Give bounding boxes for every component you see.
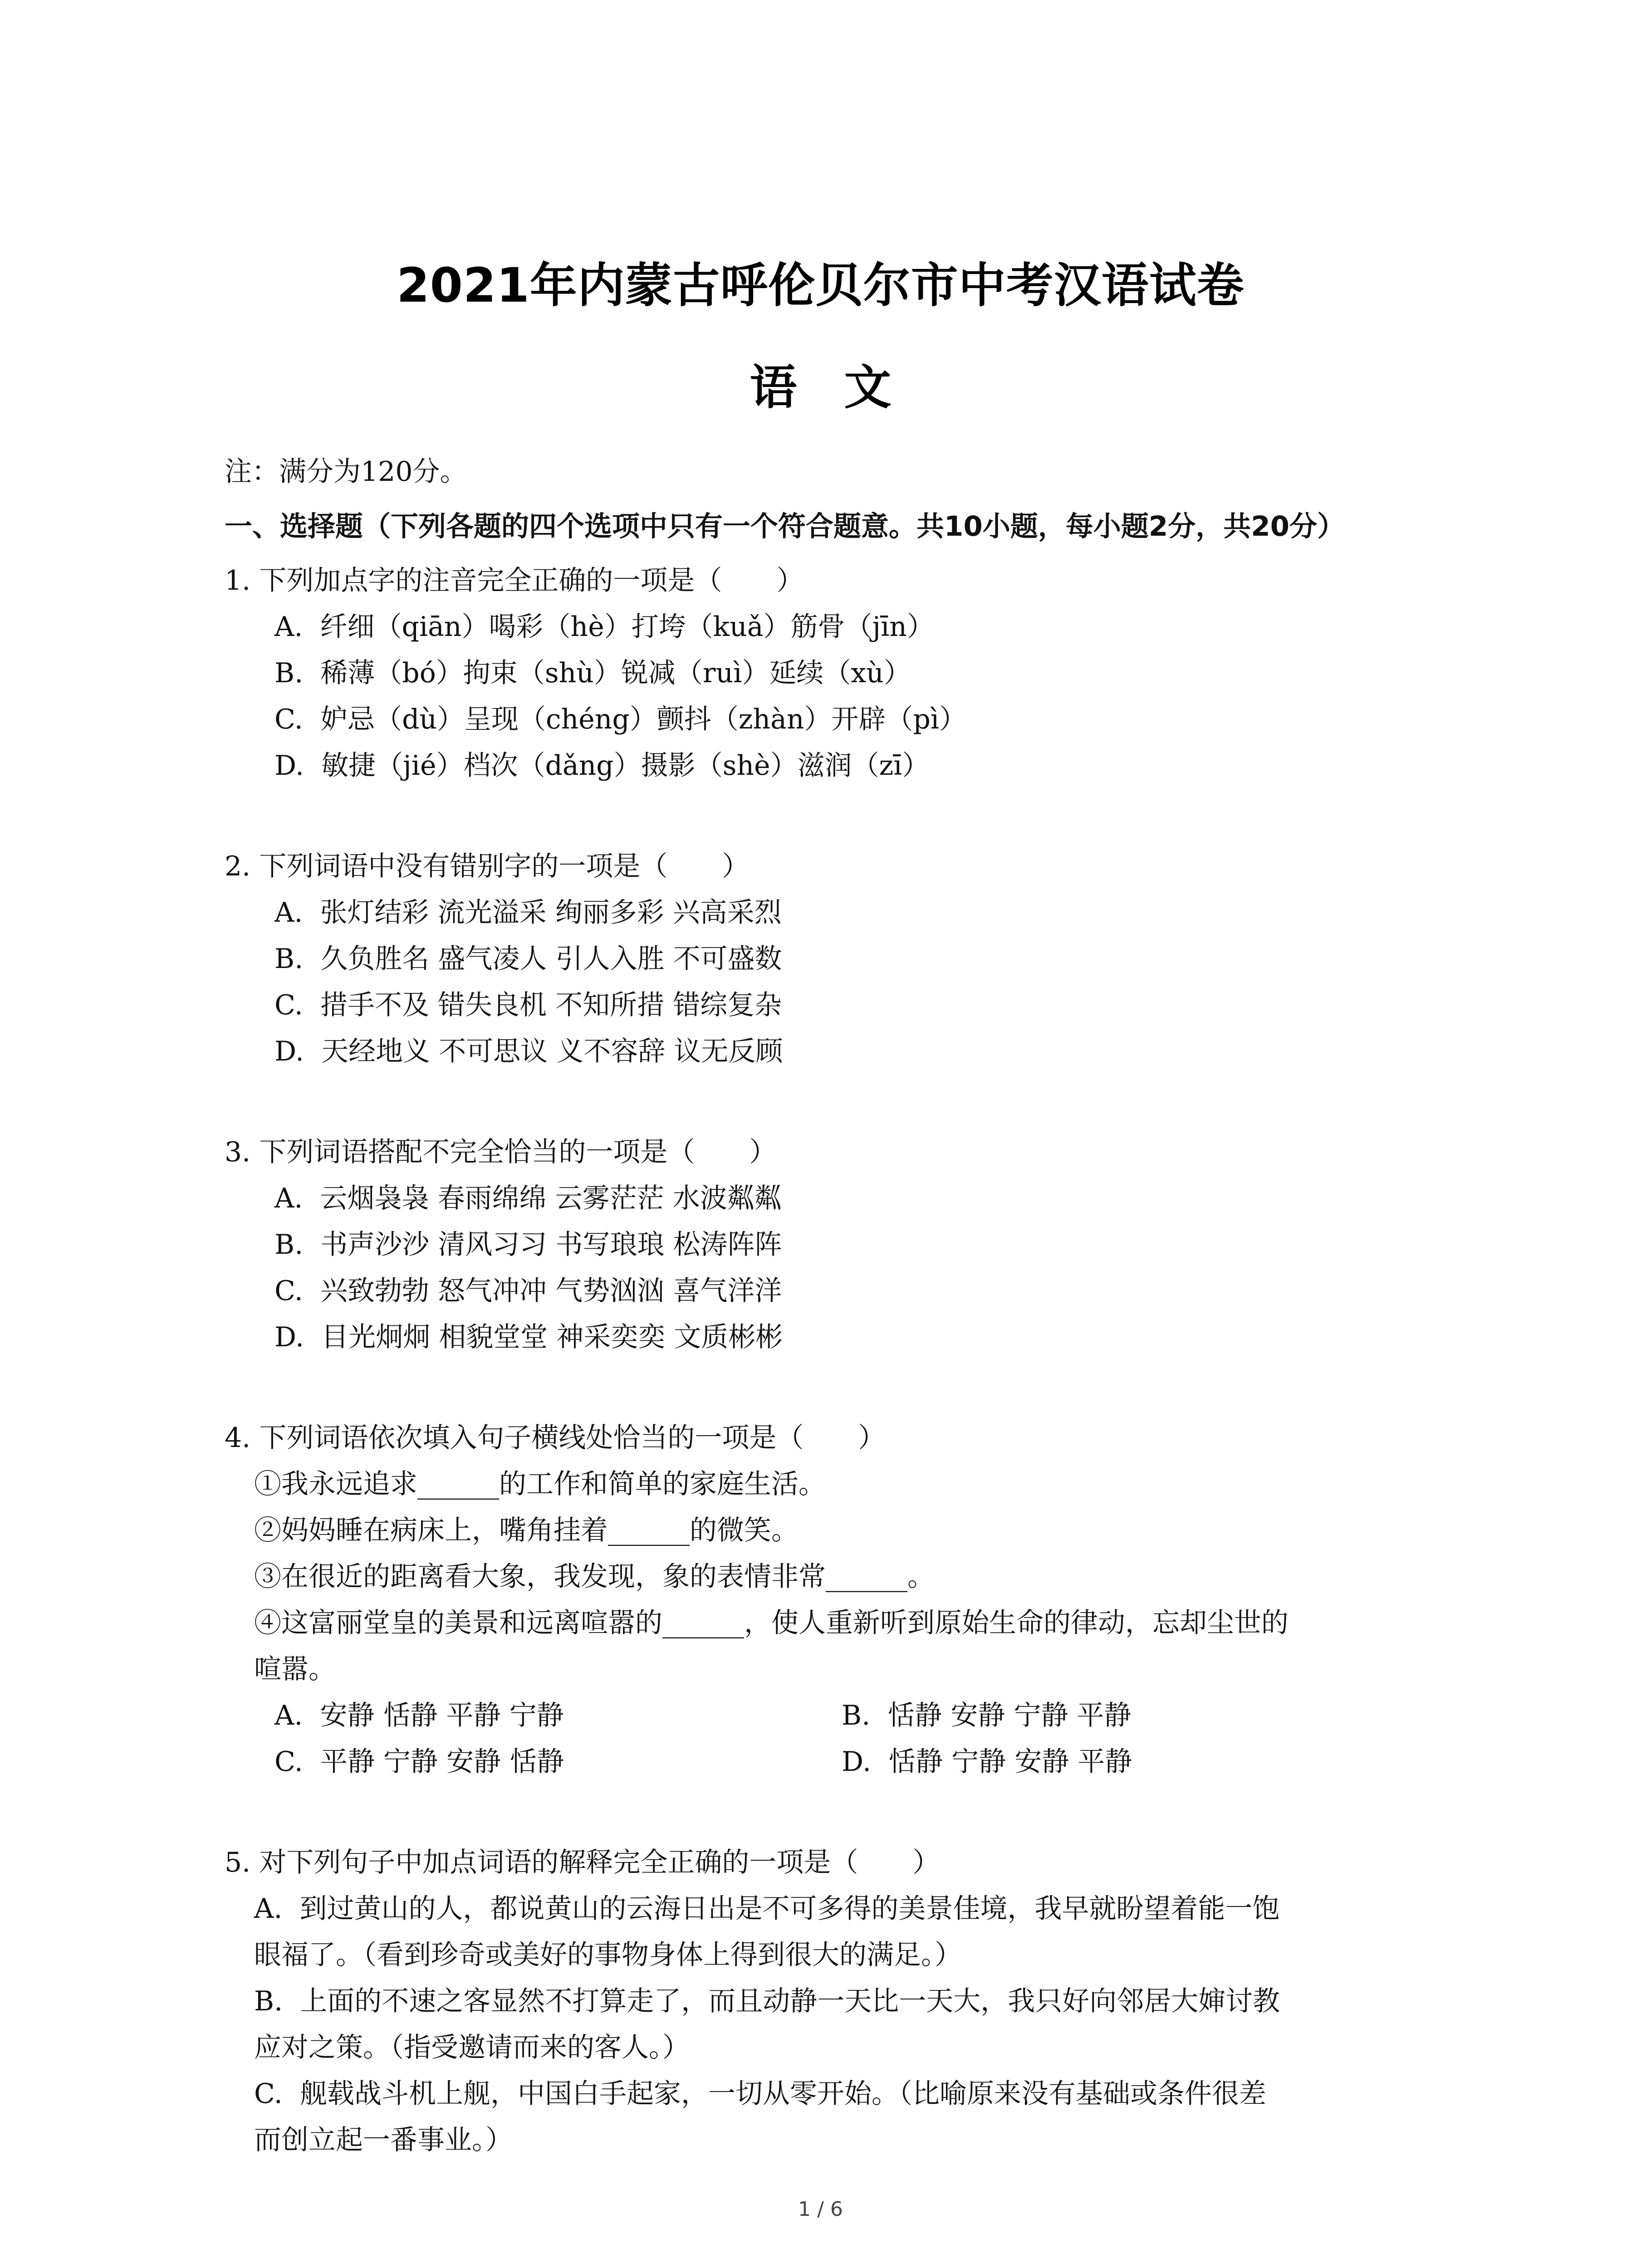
question-5-option-b: B. 上面的不速之客显然不打算走了，而且动静一天比一天大，我只好向邻居大婶讨教 [254, 1985, 1280, 2017]
question-3-option-a: A. 云烟袅袅 春雨绵绵 云雾茫茫 水波粼粼 [274, 1183, 782, 1214]
question-4-sentence-2: ②妈妈睡在病床上，嘴角挂着______的微笑。 [254, 1515, 798, 1546]
question-4-sentence-4-cont: 喧嚣。 [254, 1653, 336, 1685]
question-5-option-a-cont: 眼福了。（看到珍奇或美好的事物身体上得到很大的满足。） [254, 1939, 962, 1971]
question-4-sentence-1: ①我永远追求______的工作和简单的家庭生活。 [254, 1468, 826, 1500]
question-4-option-c: C. 平静 宁静 安静 恬静 [274, 1746, 564, 1778]
question-1-option-a: A. 纤细（qiān）喝彩（hè）打垮（kuǎ）筋骨（jīn） [274, 611, 934, 643]
question-4-option-b: B. 恬静 安静 宁静 平静 [842, 1700, 1132, 1731]
question-5-stem: 5. 对下列句子中加点词语的解释完全正确的一项是（ ） [225, 1847, 940, 1878]
question-3-option-b: B. 书声沙沙 清风习习 书写琅琅 松涛阵阵 [274, 1229, 782, 1261]
question-5-option-b-cont: 应对之策。（指受邀请而来的客人。） [254, 2032, 690, 2063]
question-5-option-a: A. 到过黄山的人，都说黄山的云海日出是不可多得的美景佳境，我早就盼望着能一饱 [254, 1893, 1280, 1925]
question-2-option-a: A. 张灯结彩 流光溢采 绚丽多彩 兴高采烈 [274, 897, 782, 929]
question-1-stem: 1. 下列加点字的注音完全正确的一项是（ ） [225, 565, 804, 596]
question-4-sentence-3: ③在很近的距离看大象，我发现，象的表情非常______。 [254, 1561, 935, 1593]
section-heading: 一、选择题（下列各题的四个选项中只有一个符合题意。共10小题，每小题2分，共20分） [225, 510, 1345, 543]
question-2-option-c: C. 措手不及 错失良机 不知所措 错综复杂 [274, 989, 782, 1021]
question-1-option-d: D. 敏捷（jié）档次（dǎng）摄影（shè）滋润（zī） [274, 750, 930, 782]
question-2-option-d: D. 天经地义 不可思议 义不容辞 议无反顾 [274, 1036, 783, 1067]
score-note: 注：满分为120分。 [225, 456, 467, 488]
question-3-option-c: C. 兴致勃勃 怒气冲冲 气势汹汹 喜气洋洋 [274, 1275, 782, 1307]
question-1-option-b: B. 稀薄（bó）拘束（shù）锐减（ruì）延续（xù） [274, 657, 911, 689]
question-4-sentence-4: ④这富丽堂皇的美景和远离喧嚣的______，使人重新听到原始生命的律动，忘却尘世的 [254, 1607, 1288, 1639]
question-5-option-c-cont: 而创立起一番事业。） [254, 2124, 513, 2156]
question-3-stem: 3. 下列词语搭配不完全恰当的一项是（ ） [225, 1136, 777, 1168]
question-4-option-a: A. 安静 恬静 平静 宁静 [274, 1700, 564, 1731]
question-4-stem: 4. 下列词语依次填入句子横线处恰当的一项是（ ） [225, 1422, 886, 1454]
question-3-option-d: D. 目光炯炯 相貌堂堂 神采奕奕 文质彬彬 [274, 1321, 783, 1353]
question-1-option-c: C. 妒忌（dù）呈现（chéng）颤抖（zhàn）开辟（pì） [274, 704, 967, 735]
subject-title: 语 文 [749, 360, 892, 415]
question-5-option-c: C. 舰载战斗机上舰，中国白手起家，一切从零开始。（比喻原来没有基础或条件很差 [254, 2078, 1266, 2110]
page-number: 1 / 6 [798, 2198, 843, 2221]
question-4-option-d: D. 恬静 宁静 安静 平静 [842, 1746, 1132, 1778]
question-2-stem: 2. 下列词语中没有错别字的一项是（ ） [225, 850, 749, 882]
exam-title: 2021年内蒙古呼伦贝尔市中考汉语试卷 [397, 258, 1244, 313]
question-2-option-b: B. 久负胜名 盛气凌人 引人入胜 不可盛数 [274, 943, 782, 975]
